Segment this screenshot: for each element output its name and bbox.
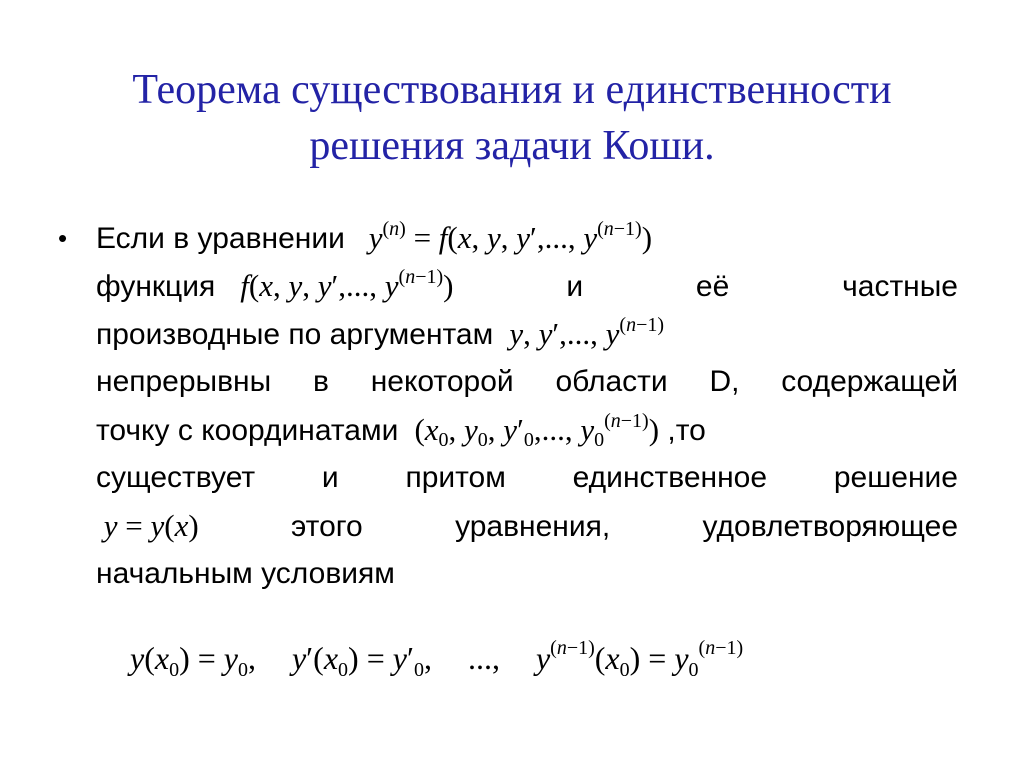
text-w15: существует [96, 461, 256, 494]
theorem-paragraph [96, 214, 958, 598]
text-partial: частные [842, 270, 958, 303]
line-1 [96, 214, 958, 262]
line-6 [96, 454, 958, 502]
text-w8: в [312, 365, 329, 398]
text-and: и [566, 270, 584, 303]
text-w18: единственное [572, 461, 768, 494]
text-w10: области [555, 365, 668, 398]
text-w20: этого [291, 510, 363, 543]
math-function: f(x, y, y′,..., $y^{(n-1)}$) [240, 266, 454, 303]
text-then: ,то [667, 414, 706, 447]
text-w12: содержащей [781, 365, 958, 398]
text-w11: D, [709, 365, 740, 398]
text-w7: непрерывны [96, 365, 272, 398]
text-if-in-equation: Если в уравнении [96, 222, 345, 255]
text-initial-conditions: начальным условиям [96, 557, 395, 590]
text-w9: некоторой [370, 365, 514, 398]
math-ode-equation: $y^{(n)} = f(x$, y, y′,..., $y^{(n-1)}$) [368, 218, 653, 255]
math-initial-conditions: $y(x_0) = y_0$, $y'(x_0) = y'_0$, ..., $y^{(n-1)}(x_0) = y_0^{(n-1)}$ [130, 637, 744, 681]
text-w16: и [321, 461, 339, 494]
slide-title [60, 62, 964, 174]
text-point-with-coordinates: точку с координатами [96, 414, 399, 447]
text-w22: удовлетворяющее [702, 510, 958, 543]
line-7 [96, 502, 958, 550]
text-w19: решение [833, 461, 958, 494]
slide-title-line-2: решения задачи Коши. [309, 123, 715, 169]
text-w21: уравнения, [455, 510, 611, 543]
slide-title-line-1: Теорема существования и единственности [132, 67, 892, 113]
bullet-marker: • [58, 223, 68, 253]
text-function: функция f(x, y, y′,..., $y^{(n-1)}$) [96, 266, 454, 303]
math-arguments: y, y′,..., $y^{(n-1)}$ [509, 314, 665, 351]
line-5 [96, 406, 958, 454]
math-initial-point: ($x_0$, $y_0$, $y'_0$,..., $y_0^{(n-1)}$) [406, 410, 660, 451]
text-derivatives-by-arguments: производные по аргументам [96, 318, 494, 351]
text-w17: притом [405, 461, 506, 494]
line-2 [96, 262, 958, 310]
text-its: её [695, 270, 730, 303]
line-3 [96, 310, 958, 358]
line-8 [96, 550, 958, 598]
line-4 [96, 358, 958, 406]
math-solution: y = y(x) [103, 508, 199, 543]
